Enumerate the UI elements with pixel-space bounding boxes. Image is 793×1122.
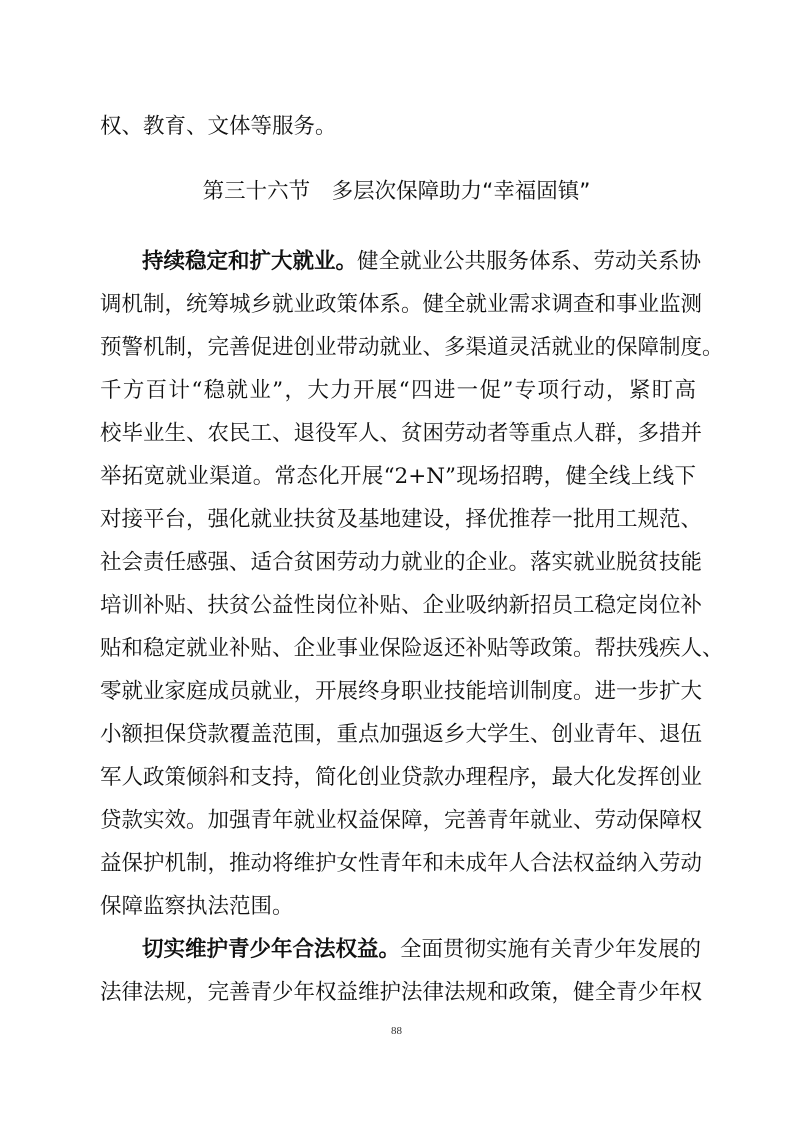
paragraph-text: 全面贯彻实施有关青少年发展的 (400, 937, 702, 962)
paragraph-text: 健全就业公共服务体系、劳动关系协 (357, 249, 702, 274)
paragraph-line: 举拓宽就业渠道。常态化开展“2+N”现场招聘，健全线上线下 (100, 464, 696, 489)
paragraph-lead: 持续稳定和扩大就业。 (142, 249, 358, 274)
paragraph-line: 预警机制，完善促进创业带动就业、多渠道灵活就业的保障制度。 (100, 335, 724, 360)
paragraph-line: 贷款实效。加强青年就业权益保障，完善青年就业、劳动保障权 (100, 808, 703, 833)
paragraph-line: 培训补贴、扶贫公益性岗位补贴、企业吸纳新招员工稳定岗位补 (100, 593, 703, 618)
paragraph-line: 小额担保贷款覆盖范围，重点加强返乡大学生、创业青年、退伍 (100, 722, 703, 747)
paragraph-line: 贴和稳定就业补贴、企业事业保险返还补贴等政策。帮扶残疾人、 (100, 636, 724, 661)
paragraph-line: 益保护机制，推动将维护女性青年和未成年人合法权益纳入劳动 (100, 851, 703, 876)
paragraph-line: 法律法规，完善青少年权益维护法律法规和政策，健全青少年权 (100, 980, 703, 1005)
section-heading: 第三十六节 多层次保障助力“幸福固镇” (202, 179, 591, 204)
paragraph-line: 千方百计“稳就业”，大力开展“四进一促”专项行动，紧盯高 (100, 378, 696, 403)
paragraph-line: 校毕业生、农民工、退役军人、贫困劳动者等重点人群，多措并 (100, 421, 703, 446)
paragraph-lead: 切实维护青少年合法权益。 (142, 937, 401, 962)
paragraph-first-line (142, 247, 702, 277)
paragraph-line: 对接平台，强化就业扶贫及基地建设，择优推荐一批用工规范、 (100, 507, 703, 532)
paragraph-line: 保障监察执法范围。 (100, 894, 294, 919)
paragraph-line: 社会责任感强、适合贫困劳动力就业的企业。落实就业脱贫技能 (100, 550, 703, 575)
paragraph-line: 零就业家庭成员就业，开展终身职业技能培训制度。进一步扩大 (100, 679, 703, 704)
page-number: 88 (391, 1025, 402, 1037)
continuation-line: 权、教育、文体等服务。 (100, 114, 337, 139)
paragraph-line: 调机制，统筹城乡就业政策体系。健全就业需求调查和事业监测 (100, 292, 703, 317)
paragraph-line: 军人政策倾斜和支持，简化创业贷款办理程序，最大化发挥创业 (100, 765, 703, 790)
paragraph-first-line (142, 935, 702, 965)
